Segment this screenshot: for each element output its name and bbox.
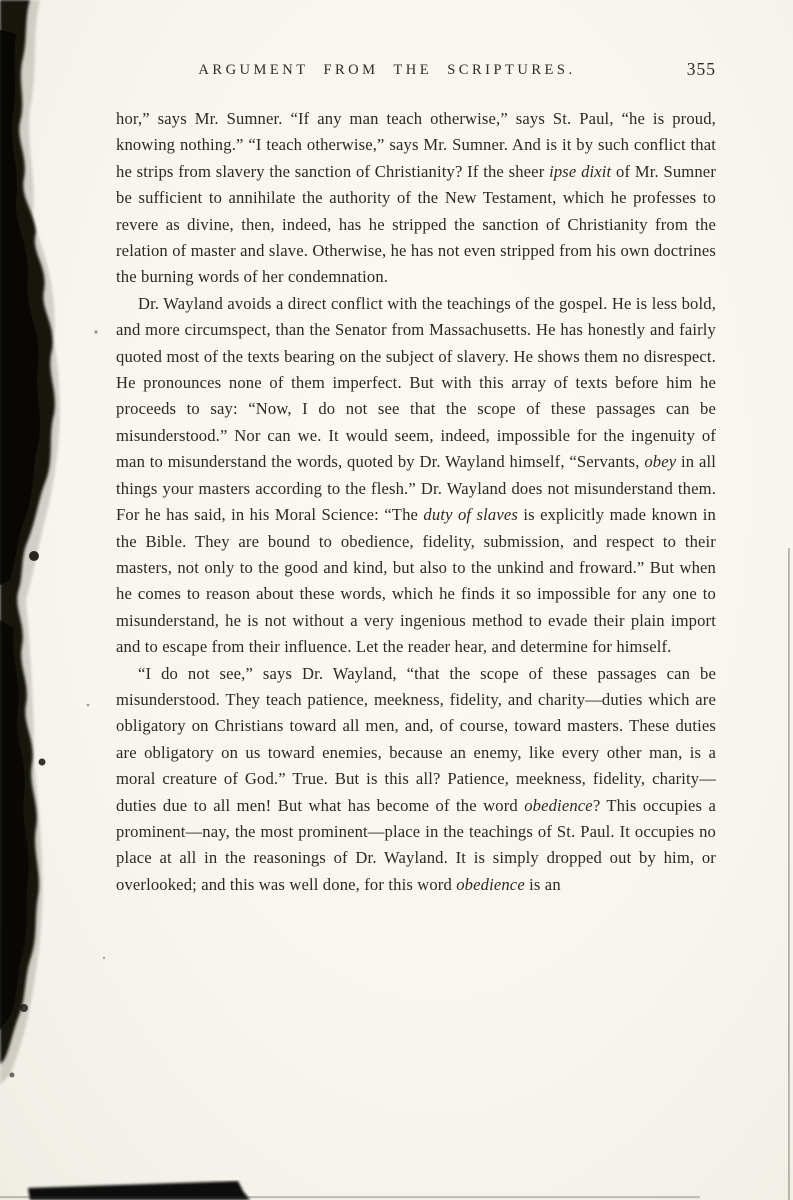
paragraph: “I do not see,” says Dr. Wayland, “that the scope of these passages can be misunderstood. They teach patience, meekness, fidelity, and charity—duties which are obligatory on Christians toward all men, and, of course, toward masters. These duties are obligatory on us toward enemies, because an enemy, like every other man, is a moral creature of God.” True. But is this all? Patience, meekness, fidelity, charity—duties due to all men! But what has become of the word obedience? This occupies a prominent—nay, the most prominent—place in the teachings of St. Paul. It occupies no place at all in the reasonings of Dr. Wayland. It is simply dropped out by him, or overlooked; and this was well done, for this word obedience is an [116, 663, 717, 894]
paragraph: hor,” says Mr. Sumner. “If any man teach otherwise,” says St. Paul, “he is proud, knowing nothing.” “I teach otherwise,” says Mr. Sumner. And is it by such conflict that he strips from slavery the sanction of Christianity? If the sheer ipse dixit of Mr. Sumner be sufficient to annihilate the authority of the New Testament, which he professes to revere as divine, then, indeed, has he stripped the sanction of Christianity from the relation of master and slave. Otherwise, he has not even stripped from his own doctrines the burning words of her condemnation. [116, 109, 716, 287]
page-number: 355 [686, 59, 716, 79]
body-text [116, 106, 716, 898]
running-header: ARGUMENT FROM THE SCRIPTURES. [198, 62, 576, 78]
page-header [116, 59, 716, 106]
paragraph: Dr. Wayland avoids a direct conflict with the teachings of the gospel. He is less bold, and more circumspect, than the Senator from Massachusetts. He has honestly and fairly quoted most of the texts bearing on the subject of slavery. He shows them no disrespect. He pronounces none of them imperfect. But with this array of texts before him he proceeds to say: “Now, I do not see that the scope of these passages can be misunderstood.” Nor can we. It would seem, indeed, impossible for the ingenuity of man to misunderstand the words, quoted by Dr. Wayland himself, “Servants, obey in all things your masters according to the flesh.” Dr. Wayland does not misunderstand them. For he has said, in his Moral Science: “The duty of slaves is explicitly made known in the Bible. They are bound to obedience, fidelity, submission, and respect to their masters, not only to the good and kind, but also to the unkind and froward.” But when he comes to reason about these words, which he finds it so impossible for any one to misunderstand, he is not without a very ingenious method to evade their plain import and to escape from their influence. Let the reader hear, and determine for himself. [116, 293, 716, 657]
text-column [116, 59, 717, 898]
